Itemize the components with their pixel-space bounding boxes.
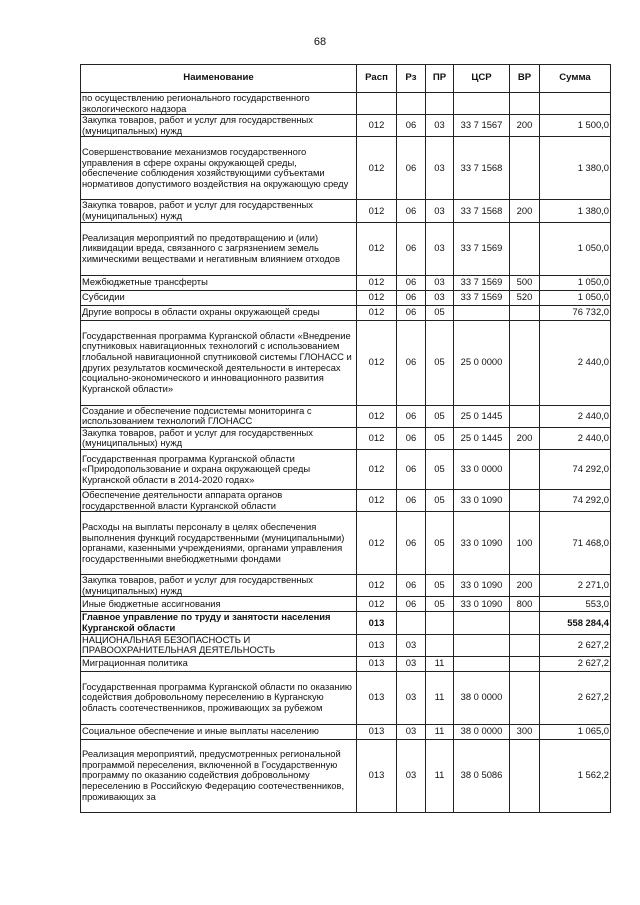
cell-name: Субсидии [81,290,357,305]
table-row [81,449,611,489]
cell-csr: 33 7 1569 [454,275,510,290]
column-header-sum: Сумма [540,65,611,93]
cell-rasp: 012 [357,320,397,405]
cell-sum: 2 627,2 [540,634,611,656]
table-row [81,489,611,511]
cell-name: Создание и обеспечение подсистемы мониторинга с использованием технологий ГЛОНАСС [81,405,357,427]
table-row [81,427,611,449]
cell-rasp: 013 [357,724,397,739]
cell-rz: 03 [397,656,426,671]
table-row [81,93,611,115]
cell-name: Другие вопросы в области охраны окружающей среды [81,305,357,320]
cell-sum: 74 292,0 [540,449,611,489]
cell-vr [510,671,540,724]
cell-sum: 1 380,0 [540,200,611,222]
cell-pr [426,634,454,656]
cell-rz: 06 [397,115,426,137]
cell-name: Миграционная политика [81,656,357,671]
cell-sum: 1 050,0 [540,222,611,275]
cell-pr: 03 [426,137,454,200]
cell-rz: 06 [397,275,426,290]
cell-sum [540,93,611,115]
cell-vr [510,489,540,511]
cell-vr [510,305,540,320]
column-header-name: Наименование [81,65,357,93]
cell-vr [510,137,540,200]
cell-rasp: 012 [357,222,397,275]
cell-pr: 11 [426,739,454,812]
cell-rz [397,93,426,115]
table-row [81,612,611,634]
cell-rz: 03 [397,634,426,656]
cell-pr: 11 [426,656,454,671]
table-row [81,634,611,656]
cell-rz: 06 [397,427,426,449]
cell-name: Расходы на выплаты персоналу в целях обеспечения выполнения функций государственными (муниципальными) органами, казенными учреждениями, органами управления государственными внебюджетными фондами [81,512,357,575]
cell-pr: 03 [426,222,454,275]
cell-rz: 06 [397,405,426,427]
cell-vr [510,612,540,634]
cell-sum: 1 380,0 [540,137,611,200]
cell-name: Реализация мероприятий по предотвращению и (или) ликвидации вреда, связанного с загрязнением земель химическими веществами и негативным влиянием отходов [81,222,357,275]
cell-rasp: 012 [357,489,397,511]
cell-csr: 33 0 1090 [454,489,510,511]
cell-csr: 33 7 1569 [454,222,510,275]
cell-pr: 05 [426,320,454,405]
table-row [81,656,611,671]
cell-pr: 05 [426,405,454,427]
cell-name: Государственная программа Курганской области «Внедрение спутниковых навигационных технологий с использованием глобальной навигационной спутниковой системы ГЛОНАСС и других результатов космической деятельности в интересах социально-экономического и инновационного развития Курганской области» [81,320,357,405]
cell-csr: 25 0 1445 [454,427,510,449]
cell-csr: 33 0 0000 [454,449,510,489]
cell-pr: 11 [426,671,454,724]
cell-sum: 71 468,0 [540,512,611,575]
cell-vr [510,449,540,489]
cell-csr [454,93,510,115]
cell-rasp: 012 [357,290,397,305]
cell-pr: 03 [426,275,454,290]
cell-rz: 06 [397,449,426,489]
cell-csr: 33 7 1567 [454,115,510,137]
cell-sum: 558 284,4 [540,612,611,634]
cell-csr: 33 0 1090 [454,512,510,575]
table-row [81,724,611,739]
table-row [81,275,611,290]
cell-vr: 200 [510,427,540,449]
cell-csr: 33 7 1568 [454,200,510,222]
cell-csr: 25 0 0000 [454,320,510,405]
cell-pr: 05 [426,597,454,612]
cell-sum: 1 050,0 [540,290,611,305]
budget-table [80,64,611,813]
cell-name: НАЦИОНАЛЬНАЯ БЕЗОПАСНОСТЬ И ПРАВООХРАНИТЕЛЬНАЯ ДЕЯТЕЛЬНОСТЬ [81,634,357,656]
cell-rasp [357,93,397,115]
cell-vr: 520 [510,290,540,305]
table-row [81,512,611,575]
cell-vr: 200 [510,575,540,597]
cell-rz: 06 [397,320,426,405]
cell-sum: 76 732,0 [540,305,611,320]
cell-csr: 33 7 1569 [454,290,510,305]
cell-name: Межбюджетные трансферты [81,275,357,290]
cell-name: Реализация мероприятий, предусмотренных региональной программой переселения, включенной в Государственную программу по оказанию содействия добровольному переселению в Российскую Федерацию соотечественников, проживающих за [81,739,357,812]
cell-pr: 05 [426,575,454,597]
cell-rasp: 013 [357,671,397,724]
cell-name: Закупка товаров, работ и услуг для государственных (муниципальных) нужд [81,427,357,449]
cell-csr [454,656,510,671]
cell-csr [454,612,510,634]
cell-rz: 03 [397,724,426,739]
cell-rasp: 012 [357,305,397,320]
cell-rasp: 012 [357,512,397,575]
cell-name: Социальное обеспечение и иные выплаты населению [81,724,357,739]
cell-vr [510,739,540,812]
cell-sum: 74 292,0 [540,489,611,511]
cell-rz: 06 [397,575,426,597]
cell-csr: 33 0 1090 [454,575,510,597]
cell-vr [510,222,540,275]
cell-name: Иные бюджетные ассигнования [81,597,357,612]
cell-rasp: 012 [357,137,397,200]
cell-name: Обеспечение деятельности аппарата органов государственной власти Курганской области [81,489,357,511]
cell-name: по осуществлению регионального государственного экологического надзора [81,93,357,115]
cell-pr: 11 [426,724,454,739]
cell-name: Закупка товаров, работ и услуг для государственных (муниципальных) нужд [81,200,357,222]
table-row [81,115,611,137]
column-header-rz: Рз [397,65,426,93]
cell-pr: 03 [426,290,454,305]
cell-sum: 2 271,0 [540,575,611,597]
cell-rasp: 013 [357,656,397,671]
cell-pr [426,612,454,634]
cell-sum: 2 440,0 [540,405,611,427]
cell-csr: 33 0 1090 [454,597,510,612]
cell-rasp: 012 [357,449,397,489]
cell-sum: 2 627,2 [540,656,611,671]
cell-rz: 06 [397,137,426,200]
cell-rz: 06 [397,200,426,222]
cell-name: Закупка товаров, работ и услуг для государственных (муниципальных) нужд [81,575,357,597]
cell-rasp: 012 [357,115,397,137]
cell-pr: 05 [426,489,454,511]
cell-rasp: 012 [357,275,397,290]
cell-vr [510,320,540,405]
table-row [81,290,611,305]
cell-vr [510,405,540,427]
cell-sum: 2 440,0 [540,427,611,449]
cell-rz: 06 [397,489,426,511]
cell-sum: 1 500,0 [540,115,611,137]
cell-rz: 03 [397,671,426,724]
cell-name: Главное управление по труду и занятости населения Курганской области [81,612,357,634]
table-row [81,320,611,405]
cell-pr: 05 [426,512,454,575]
cell-rz: 06 [397,305,426,320]
cell-sum: 2 440,0 [540,320,611,405]
cell-rasp: 013 [357,612,397,634]
column-header-csr: ЦСР [454,65,510,93]
cell-rasp: 013 [357,739,397,812]
cell-vr: 200 [510,115,540,137]
cell-rz: 06 [397,290,426,305]
cell-sum: 1 065,0 [540,724,611,739]
cell-rz: 06 [397,512,426,575]
cell-vr: 300 [510,724,540,739]
cell-vr: 500 [510,275,540,290]
cell-rasp: 012 [357,200,397,222]
column-header-vr: ВР [510,65,540,93]
cell-rz [397,612,426,634]
cell-csr: 33 7 1568 [454,137,510,200]
page-number: 68 [313,36,327,48]
cell-vr [510,656,540,671]
table-row [81,200,611,222]
cell-sum: 1 562,2 [540,739,611,812]
cell-rasp: 012 [357,597,397,612]
cell-rz: 03 [397,739,426,812]
cell-rz: 06 [397,597,426,612]
cell-pr: 03 [426,200,454,222]
column-header-rasp: Расп [357,65,397,93]
cell-vr [510,93,540,115]
cell-sum: 553,0 [540,597,611,612]
cell-rasp: 013 [357,634,397,656]
cell-csr: 38 0 0000 [454,724,510,739]
cell-name: Закупка товаров, работ и услуг для государственных (муниципальных) нужд [81,115,357,137]
cell-name: Совершенствование механизмов государственного управления в сфере охраны окружающей среды, обеспечение соблюдения хозяйствующими субъектами нормативов допустимого воздействия на окружающую среду [81,137,357,200]
cell-rz: 06 [397,222,426,275]
cell-pr: 03 [426,115,454,137]
cell-rasp: 012 [357,575,397,597]
table-body [81,93,611,813]
column-header-pr: ПР [426,65,454,93]
cell-csr: 25 0 1445 [454,405,510,427]
table-row [81,575,611,597]
table-row [81,739,611,812]
table-row [81,222,611,275]
table-row [81,671,611,724]
table-row [81,305,611,320]
cell-pr: 05 [426,449,454,489]
table-row [81,405,611,427]
table-row [81,137,611,200]
cell-csr: 38 0 5086 [454,739,510,812]
cell-rasp: 012 [357,405,397,427]
cell-pr [426,93,454,115]
table-header-row [81,65,611,93]
cell-csr [454,305,510,320]
cell-sum: 1 050,0 [540,275,611,290]
cell-sum: 2 627,2 [540,671,611,724]
cell-pr: 05 [426,427,454,449]
cell-pr: 05 [426,305,454,320]
cell-vr: 200 [510,200,540,222]
cell-vr: 800 [510,597,540,612]
cell-name: Государственная программа Курганской области «Природопользование и охрана окружающей среды Курганской области в 2014-2020 годах» [81,449,357,489]
cell-csr [454,634,510,656]
cell-rasp: 012 [357,427,397,449]
cell-csr: 38 0 0000 [454,671,510,724]
table-row [81,597,611,612]
cell-name: Государственная программа Курганской области по оказанию содействия добровольному переселению в Курганскую область соотечественников, проживающих за рубежом [81,671,357,724]
cell-vr [510,634,540,656]
cell-vr: 100 [510,512,540,575]
